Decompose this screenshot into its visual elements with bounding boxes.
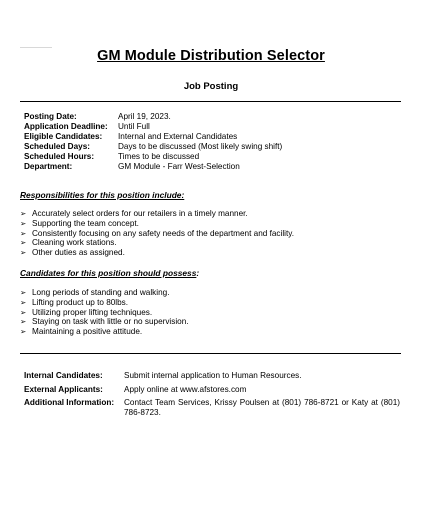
list-item bbox=[20, 327, 189, 337]
footer-row bbox=[24, 385, 400, 395]
list-item bbox=[20, 288, 189, 298]
footer-label: External Applicants: bbox=[24, 384, 103, 394]
page-title: GM Module Distribution Selector bbox=[97, 48, 325, 64]
detail-row bbox=[24, 132, 282, 142]
details-block bbox=[24, 112, 282, 172]
footer-row bbox=[24, 398, 400, 418]
detail-value: Times to be discussed bbox=[118, 152, 200, 161]
list-item bbox=[20, 229, 294, 239]
list-item bbox=[20, 209, 294, 219]
detail-row bbox=[24, 152, 282, 162]
detail-row bbox=[24, 122, 282, 132]
page-subtitle: Job Posting bbox=[183, 81, 239, 92]
footer-label: Additional Information: bbox=[24, 398, 115, 407]
list-item bbox=[20, 248, 294, 258]
arrow-bullet-icon: ➢ bbox=[20, 327, 27, 337]
responsibilities-heading bbox=[20, 190, 184, 200]
detail-label: Scheduled Hours: bbox=[24, 152, 95, 161]
footer-value: Contact Team Services, Krissy Poulsen at (801) 786-8721 or Katy at (801) 786-8723. bbox=[124, 398, 400, 417]
list-item-text: Maintaining a positive attitude. bbox=[32, 327, 143, 337]
detail-label: Department: bbox=[24, 162, 73, 171]
detail-row bbox=[24, 112, 282, 122]
list-item bbox=[20, 308, 189, 318]
responsibilities-list bbox=[20, 209, 294, 258]
arrow-bullet-icon: ➢ bbox=[20, 238, 27, 248]
detail-value: Until Full bbox=[118, 122, 150, 131]
arrow-bullet-icon: ➢ bbox=[20, 209, 27, 218]
responsibilities-heading-text: Responsibilities for this position include: bbox=[20, 190, 185, 200]
candidates-heading-text: Candidates for this position should possess bbox=[20, 268, 197, 278]
list-item-text: Cleaning work stations. bbox=[32, 238, 117, 248]
arrow-bullet-icon: ➢ bbox=[20, 288, 27, 297]
top-divider bbox=[20, 101, 401, 102]
list-item-text: Accurately select orders for our retailers in a timely manner. bbox=[32, 209, 248, 218]
detail-label: Application Deadline: bbox=[24, 122, 108, 131]
list-item-text: Long periods of standing and walking. bbox=[32, 288, 170, 297]
application-info-block bbox=[24, 371, 400, 422]
detail-label: Posting Date: bbox=[24, 112, 77, 121]
arrow-bullet-icon: ➢ bbox=[20, 228, 27, 238]
list-item-text: Consistently focusing on any safety needs of the department and facility. bbox=[32, 228, 294, 238]
detail-value: GM Module - Farr West-Selection bbox=[118, 162, 240, 171]
list-item bbox=[20, 317, 189, 327]
list-item-text: Staying on task with little or no supervision. bbox=[32, 317, 189, 327]
arrow-bullet-icon: ➢ bbox=[20, 218, 27, 228]
list-item bbox=[20, 219, 294, 229]
list-item bbox=[20, 238, 294, 248]
detail-label: Eligible Candidates: bbox=[24, 132, 103, 141]
candidates-list bbox=[20, 288, 189, 337]
list-item-text: Lifting product up to 80lbs. bbox=[32, 297, 129, 307]
detail-value: Internal and External Candidates bbox=[118, 132, 238, 141]
arrow-bullet-icon: ➢ bbox=[20, 248, 27, 258]
detail-value: Days to be discussed (Most likely swing shift) bbox=[118, 142, 283, 151]
footer-row bbox=[24, 371, 400, 381]
arrow-bullet-icon: ➢ bbox=[20, 297, 27, 307]
candidates-heading bbox=[20, 268, 199, 278]
detail-value: April 19, 2023. bbox=[118, 112, 171, 121]
bottom-divider bbox=[20, 353, 401, 354]
list-item-text: Supporting the team concept. bbox=[32, 218, 139, 228]
list-item-text: Other duties as assigned. bbox=[32, 248, 125, 258]
list-item-text: Utilizing proper lifting techniques. bbox=[32, 307, 153, 317]
detail-row bbox=[24, 162, 282, 172]
footer-label: Internal Candidates: bbox=[24, 371, 103, 380]
arrow-bullet-icon: ➢ bbox=[20, 307, 27, 317]
candidates-heading-colon: : bbox=[196, 268, 200, 278]
footer-value: Submit internal application to Human Resources. bbox=[124, 371, 302, 380]
detail-row bbox=[24, 142, 282, 152]
footer-value: Apply online at www.afstores.com bbox=[124, 384, 247, 394]
arrow-bullet-icon: ➢ bbox=[20, 317, 27, 327]
detail-label: Scheduled Days: bbox=[24, 142, 90, 151]
list-item bbox=[20, 298, 189, 308]
